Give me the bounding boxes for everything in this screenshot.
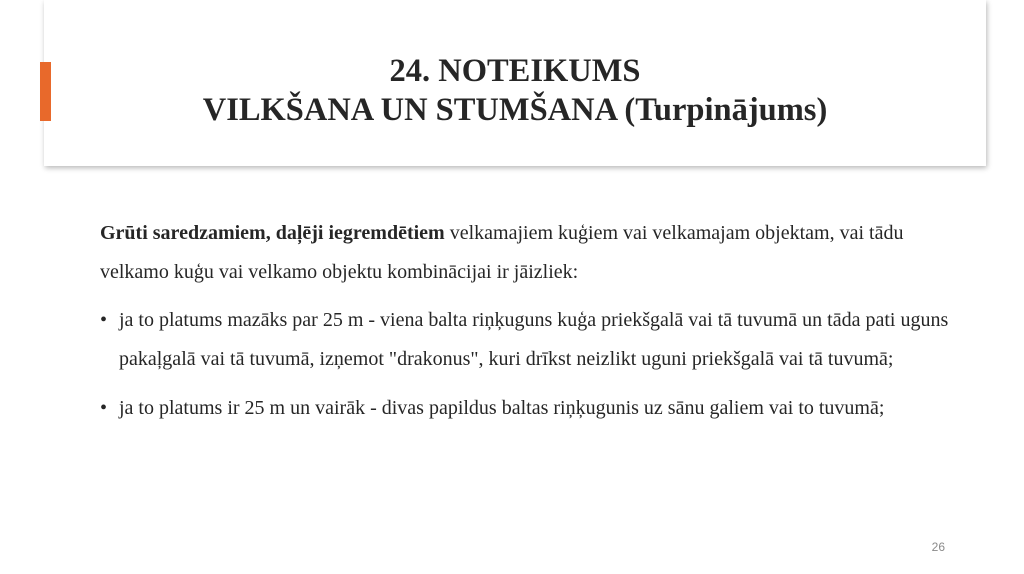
slide-title: [44, 52, 986, 130]
bullet-text: ja to platums ir 25 m un vairāk - divas papildus baltas riņķugunis uz sānu galiem vai to tuvumā;: [119, 397, 885, 419]
page-number: 26: [931, 540, 945, 554]
title-line-2: VILKŠANA UN STUMŠANA (Turpinājums): [202, 92, 828, 128]
bullet-list: [100, 301, 960, 428]
bullet-icon: •: [100, 397, 108, 419]
title-line-1: 24. NOTEIKUMS: [389, 53, 641, 89]
intro-paragraph: [100, 214, 960, 292]
bullet-item: [100, 389, 960, 428]
bullet-icon: •: [100, 309, 108, 331]
intro-rest-text: velkamajiem kuģiem vai velkamajam objektam, vai tādu velkamo kuģu vai velkamo objektu kombinācijai ir jāizliek:: [100, 222, 904, 283]
bullet-text: ja to platums mazāks par 25 m - viena balta riņķuguns kuģa priekšgalā vai tā tuvumā un tāda pati uguns pakaļgalā vai tā tuvumā, izņemot "drakonus", kuri drīkst neizlikt uguni priekšgalā vai tā tuvumā;: [119, 309, 949, 370]
slide-content: [100, 214, 960, 428]
bullet-item: [100, 301, 960, 379]
intro-bold-text: Grūti saredzamiem, daļēji iegremdētiem: [100, 222, 445, 244]
